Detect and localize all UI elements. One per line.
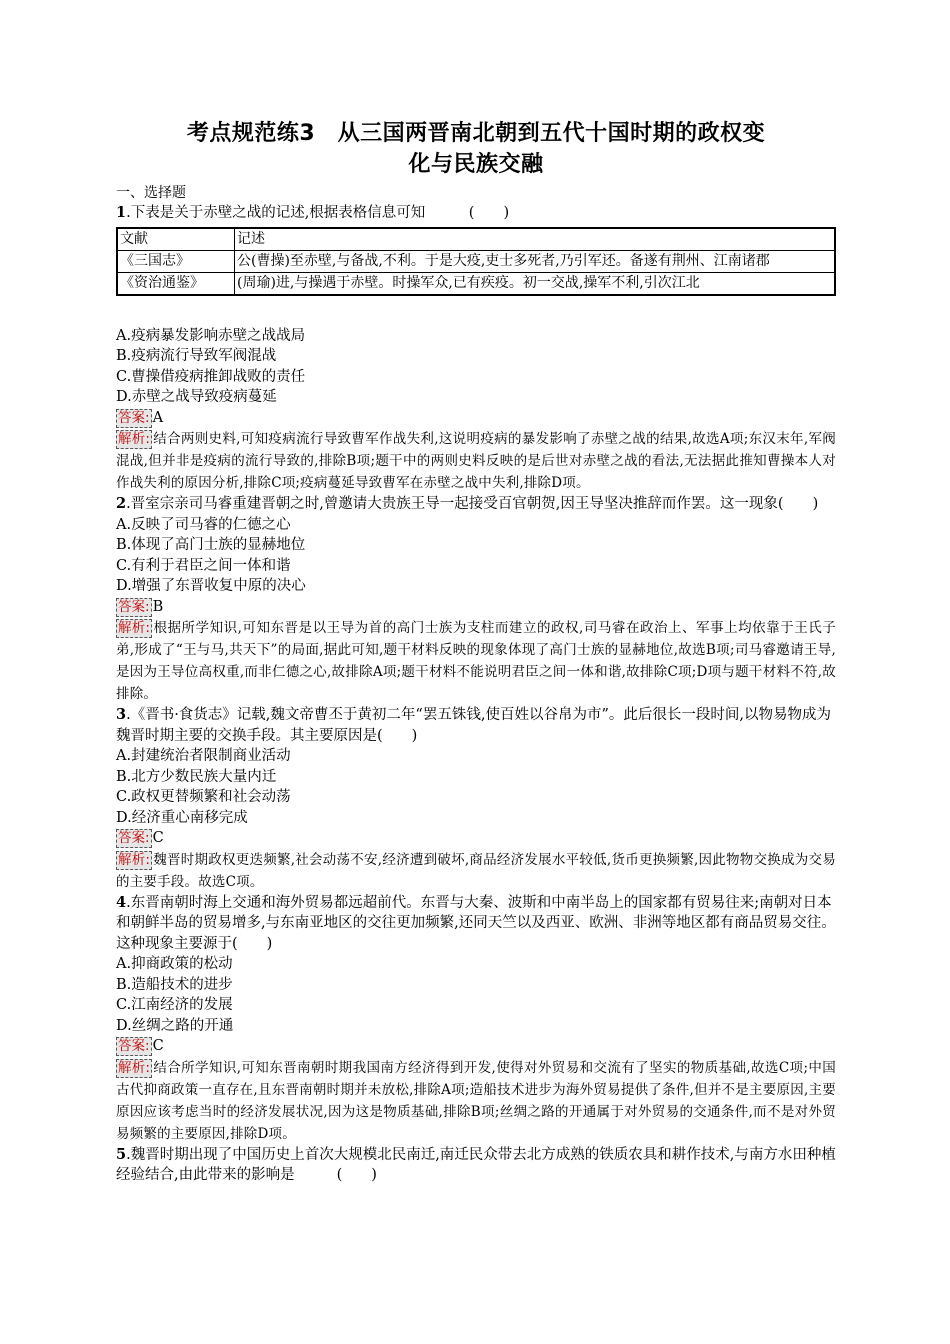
explanation — [116, 617, 836, 705]
page-content — [116, 118, 836, 1186]
table-cell: (周瑜)进,与操遇于赤壁。时操军众,已有疾疫。初一交战,操军不利,引次江北 — [235, 272, 836, 295]
question-4-stem — [116, 893, 836, 955]
question-3-text: .《晋书·食货志》记载,魏文帝曹丕于黄初二年“罢五铢钱,使百姓以谷帛为市”。此后很长一段时间,以物易物成为魏晋时期主要的交换手段。其主要原因是( ) — [116, 707, 831, 744]
option-d: D.丝绸之路的开通 — [116, 1017, 234, 1034]
table-cell: 《资治通鉴》 — [117, 272, 235, 295]
answer-tag: 答案: — [118, 598, 150, 615]
table-row — [117, 272, 835, 295]
explanation — [116, 849, 836, 893]
explain-tag: 解析: — [118, 851, 151, 868]
option-b: B.造船技术的进步 — [116, 976, 233, 993]
option-d: D.经济重心南移完成 — [116, 809, 248, 826]
option-c: C.政权更替频繁和社会动荡 — [116, 789, 291, 805]
option-a: A.封建统治者限制商业活动 — [116, 748, 291, 764]
question-5-text: .魏晋时期出现了中国历史上首次大规模北民南迁,南迁民众带去北方成熟的铁质农具和耕作技术,与南方水田种植经验结合,由此带来的影响是 — [116, 1146, 836, 1183]
title-line-2: 化与民族交融 — [408, 152, 544, 177]
explain-tag: 解析: — [118, 620, 151, 636]
question-5-stem — [116, 1145, 836, 1186]
option-a: A.疫病暴发影响赤壁之战战局 — [116, 327, 306, 344]
answer-tag: 答案: — [118, 1038, 150, 1054]
title-line-1: 考点规范练3 从三国两晋南北朝到五代十国时期的政权变 — [186, 121, 766, 146]
explanation-text: 结合所学知识,可知东晋南朝时期我国南方经济得到开发,使得对外贸易和交流有了坚实的物质基础,故选C项;中国古代抑商政策一直存在,且东晋南朝时期并未放松,排除A项;造船技术进步为海外贸易提供了条件,但并不是主要原因,主要原因应该考虑当时的经济发展状况,因为这是物质基础,排除B项;丝绸之路的开通属于对外贸易的交通条件,而不是对外贸易频繁的主要原因,排除D项。 — [116, 1059, 836, 1142]
answer-line — [116, 1036, 836, 1057]
option-b: B.疫病流行导致军阀混战 — [116, 348, 277, 364]
option-d: D.赤壁之战导致疫病蔓延 — [116, 389, 277, 405]
option-c: C.曹操借疫病推卸战败的责任 — [116, 368, 306, 385]
question-1-stem — [116, 203, 836, 224]
question-5-bracket: ( ) — [336, 1167, 377, 1183]
answer-value: C — [152, 1038, 164, 1054]
section-heading: 一、选择题 — [116, 185, 186, 201]
question-1-number: 1 — [116, 204, 127, 221]
question-2-text: .晋室宗亲司马睿重建晋朝之时,曾邀请大贵族王导一起接受百官朝贺,因王导坚决推辞而作罢。这一现象( ) — [126, 496, 819, 512]
answer-line — [116, 408, 836, 429]
question-3-stem — [116, 705, 836, 746]
question-2-stem — [116, 494, 836, 515]
explanation-text: 结合两则史料,可知疫病流行导致曹军作战失利,这说明疫病的暴发影响了赤壁之战的结果,故选A项;东汉末年,军阀混战,但并非是疫病的流行导致的,排除B项;题干中的两则史料反映的是后世对赤壁之战的看法,无法据此推知曹操本人对作战失利的原因分析,排除C项;疫病蔓延导致曹军在赤壁之战中失利,排除D项。 — [116, 431, 836, 491]
answer-line — [116, 597, 836, 618]
explanation-text: 魏晋时期政权更迭频繁,社会动荡不安,经济遭到破坏,商品经济发展水平较低,货币更换频繁,因此物物交换成为交易的主要手段。故选C项。 — [116, 851, 836, 890]
option-c: C.江南经济的发展 — [116, 997, 233, 1013]
page-title — [116, 118, 836, 180]
answer-value: B — [152, 598, 164, 615]
table-cell: 公(曹操)至赤壁,与备战,不利。于是大疫,吏士多死者,乃引军还。备遂有荆州、江南诸郡 — [235, 250, 836, 272]
option-a: A.抑商政策的松动 — [116, 956, 233, 972]
explanation-text: 根据所学知识,可知东晋是以王导为首的高门士族为支柱而建立的政权,司马睿在政治上、军事上均依靠于王氏子弟,形成了“王与马,共天下”的局面,据此可知,题干材料反映的现象体现了高门士族的显赫地位,故选B项;司马睿邀请王导,是因为王导位高权重,而非仁德之心,故排除A项;题干材料不能说明君臣之间一体和谐,故排除C项;D项与题干材料不符,故排除。 — [116, 620, 836, 702]
explanation — [116, 1057, 836, 1145]
answer-tag: 答案: — [118, 830, 150, 846]
option-b: B.体现了高门士族的显赫地位 — [116, 537, 306, 553]
question-3-number: 3 — [116, 706, 127, 723]
question-1-text: .下表是关于赤壁之战的记述,根据表格信息可知 ( ) — [126, 205, 510, 221]
question-4-number: 4 — [116, 893, 127, 911]
table-cell: 《三国志》 — [117, 250, 235, 272]
question-2-number: 2 — [116, 495, 127, 512]
table-row — [117, 250, 835, 272]
question-5-number: 5 — [116, 1145, 127, 1163]
answer-value: A — [152, 409, 164, 426]
option-a: A.反映了司马睿的仁德之心 — [116, 516, 291, 533]
explanation — [116, 428, 836, 494]
table-header-row — [117, 228, 835, 251]
question-4-text: .东晋南朝时海上交通和海外贸易都远超前代。东晋与大秦、波斯和中南半岛上的国家都有贸易往来;南朝对日本和朝鲜半岛的贸易增多,与东南亚地区的交往更加频繁,还同天竺以及西亚、欧洲、非洲等地区都有商品贸易交往。这种现象主要源于( ) — [116, 894, 836, 952]
explain-tag: 解析: — [118, 1059, 151, 1076]
table-header-cell: 文献 — [117, 228, 235, 251]
answer-value: C — [152, 830, 164, 846]
answer-line — [116, 828, 836, 849]
answer-tag: 答案: — [118, 409, 150, 426]
question-1-table — [116, 227, 836, 296]
option-b: B.北方少数民族大量内迁 — [116, 768, 277, 785]
option-d: D.增强了东晋收复中原的决心 — [116, 578, 306, 594]
table-header-cell: 记述 — [235, 228, 836, 251]
explain-tag: 解析: — [118, 431, 151, 447]
option-c: C.有利于君臣之间一体和谐 — [116, 557, 291, 574]
